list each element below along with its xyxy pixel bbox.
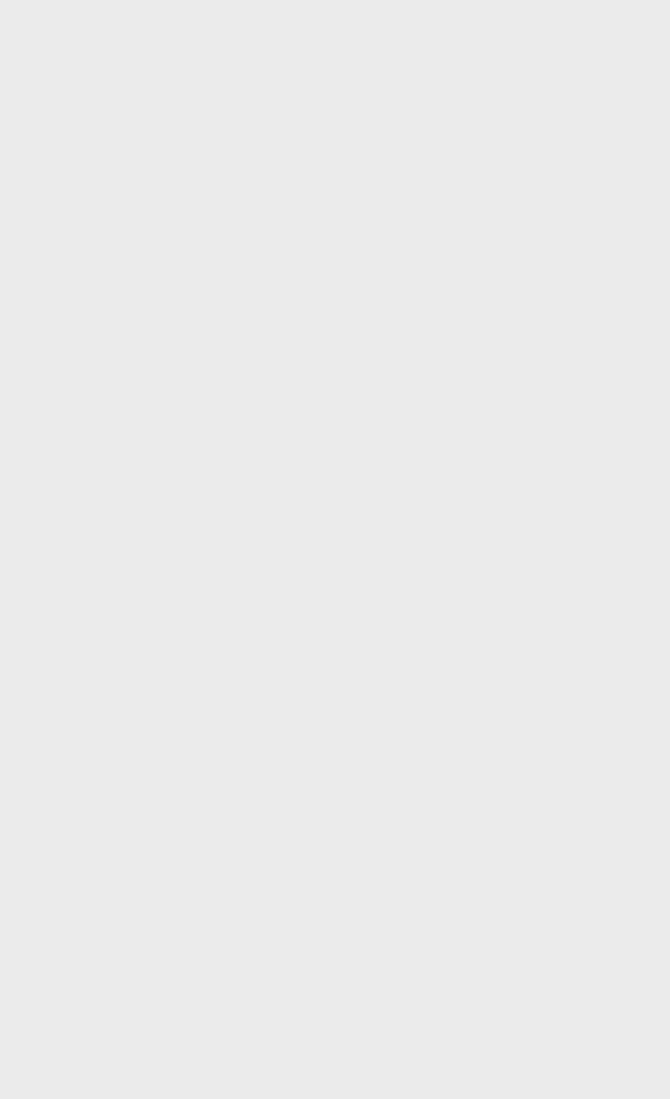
tech-editor-block [493, 69, 665, 116]
cover-block [493, 133, 665, 149]
table-of-contents [18, 52, 473, 56]
imprint-sidebar [493, 52, 665, 166]
